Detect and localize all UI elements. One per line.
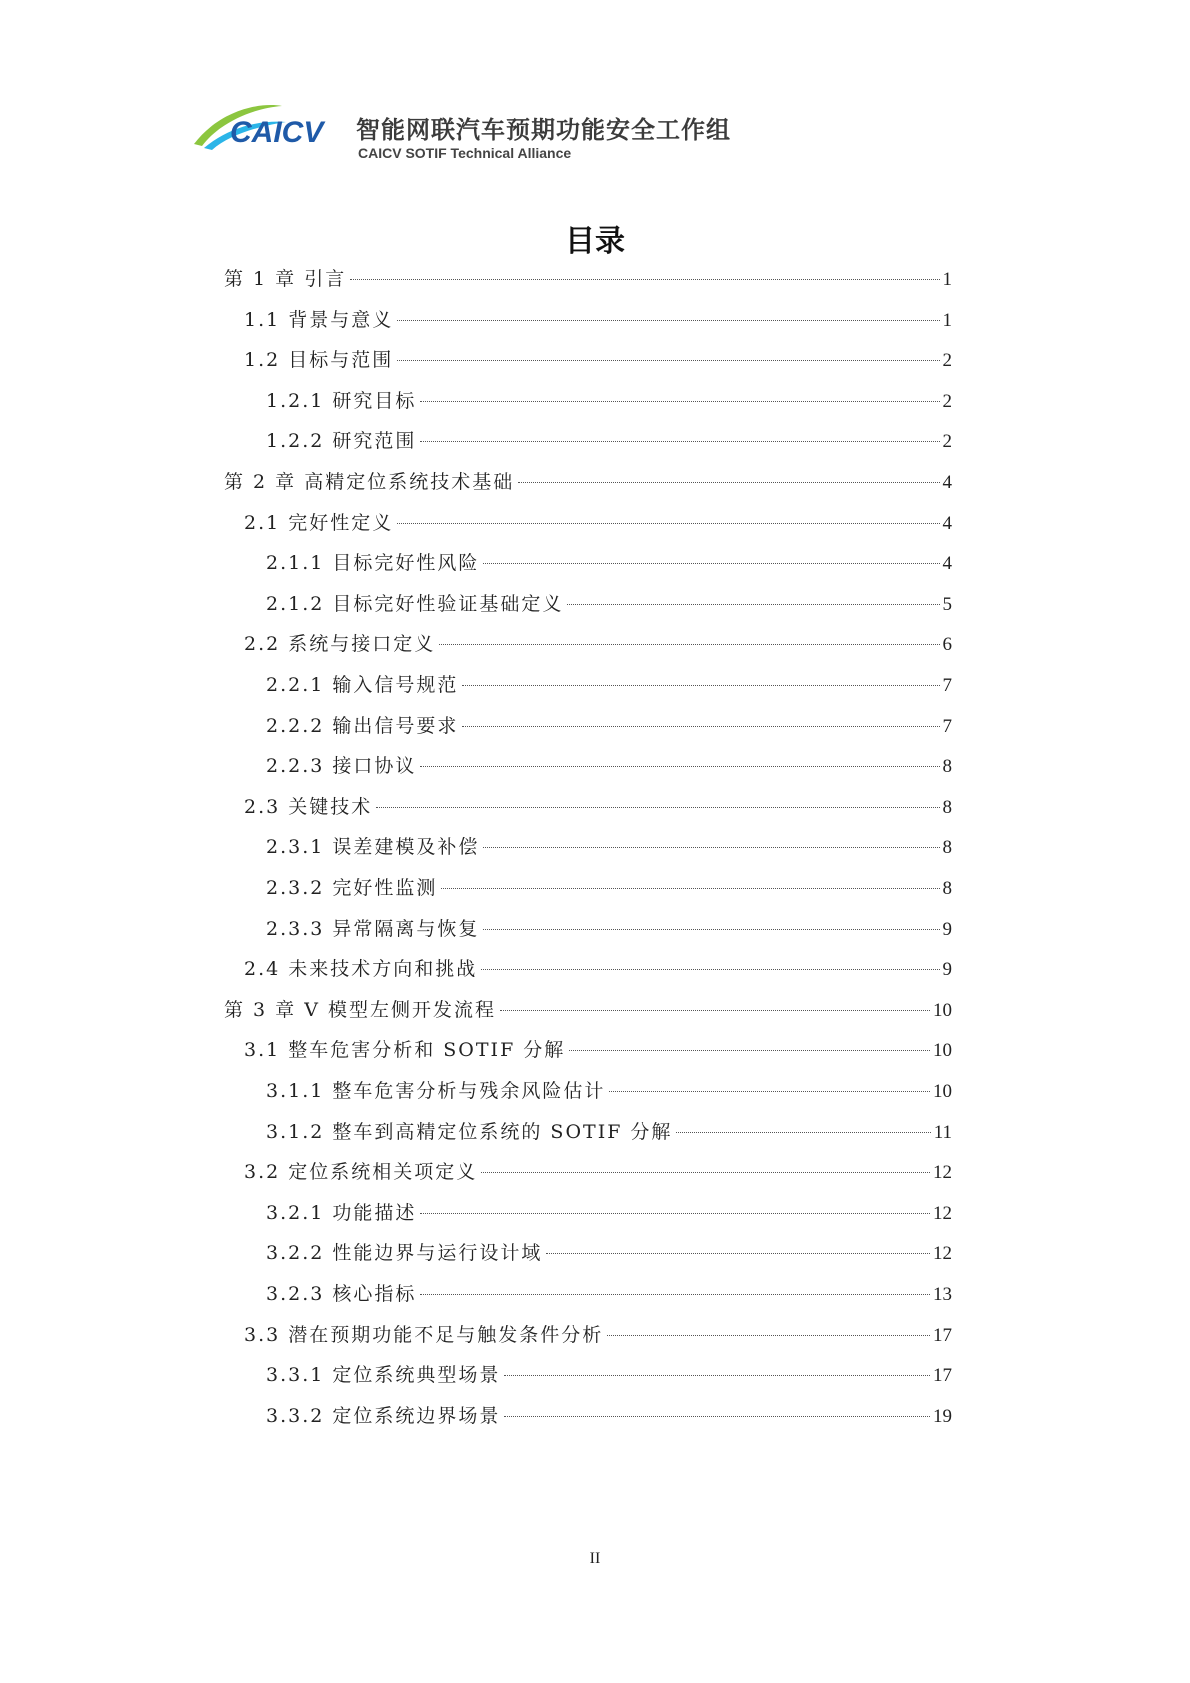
toc-entry-label: 3.1.1 整车危害分析与残余风险估计 [266,1080,606,1102]
toc-dot-leader [518,482,939,483]
toc-entry[interactable] [266,386,952,420]
toc-entry-label: 3.2.1 功能描述 [266,1201,417,1224]
toc-entry-label: 1.2 目标与范围 [244,349,394,372]
toc-entry[interactable] [266,1279,952,1313]
toc-entry-page: 12 [933,1162,952,1184]
toc-entry-label: 2.1.2 目标完好性验证基础定义 [266,592,564,615]
toc-title: 目录 [565,224,625,259]
toc-entry-label: 3.1.2 整车到高精定位系统的 SOTIF 分解 [266,1120,673,1143]
toc-entry-page: 8 [942,837,952,859]
toc-entry-label: 1.1 背景与意义 [244,308,394,331]
toc-entry-page: 4 [942,512,952,534]
toc-dot-leader [420,1213,930,1214]
toc-entry-page: 4 [942,472,952,493]
toc-entry-page: 10 [933,1040,952,1062]
toc-entry-label: 3.1 整车危害分析和 SOTIF 分解 [244,1039,566,1062]
org-name-cn: 智能网联汽车预期功能安全工作组 [356,116,731,144]
toc-entry[interactable] [266,711,952,745]
toc-dot-leader [420,401,939,402]
toc-entry-page: 1 [942,269,952,290]
toc-entry[interactable] [244,1035,952,1069]
toc-entry-page: 8 [942,756,952,778]
toc-entry-page: 9 [942,918,952,940]
toc-entry-label: 2.3.1 误差建模及补偿 [266,836,480,859]
toc-entry[interactable] [266,670,952,704]
toc-dot-leader [420,1294,930,1295]
toc-entry-page: 9 [942,959,952,981]
toc-entry[interactable] [244,345,952,379]
toc-entry-page: 2 [942,431,952,453]
document-header [190,100,750,170]
toc-entry[interactable] [266,548,952,582]
toc-entry-page: 1 [942,309,952,331]
toc-entry[interactable] [266,1238,952,1272]
toc-entry-page: 19 [933,1405,952,1427]
toc-entry[interactable] [266,1401,952,1435]
toc-dot-leader [483,929,939,930]
toc-entry[interactable] [266,873,952,907]
toc-dot-leader [546,1253,930,1254]
toc-entry[interactable] [244,1320,952,1354]
toc-entry-page: 2 [942,390,952,412]
toc-entry[interactable] [224,995,952,1029]
toc-entry[interactable] [266,589,952,623]
toc-entry-label: 3.3.2 定位系统边界场景 [266,1404,501,1427]
toc-entry-label: 2.3.3 异常隔离与恢复 [266,917,480,940]
toc-entry[interactable] [266,1198,952,1232]
toc-dot-leader [569,1050,930,1051]
caicv-logo [190,100,350,160]
toc-entry-label: 1.2.2 研究范围 [266,430,417,453]
toc-dot-leader [462,685,939,686]
toc-dot-leader [420,766,939,767]
toc-dot-leader [462,726,939,727]
toc-entry-page: 8 [942,878,952,899]
toc-dot-leader [676,1132,930,1133]
toc-entry-label: 2.2 系统与接口定义 [244,633,436,656]
toc-entry[interactable] [266,1076,952,1110]
toc-dot-leader [504,1375,930,1376]
toc-entry-label: 3.3.1 定位系统典型场景 [266,1364,501,1387]
logo-text: CAICV [230,116,324,149]
toc-entry[interactable] [266,1117,952,1151]
toc-dot-leader [504,1416,930,1417]
toc-entry-page: 7 [942,715,952,737]
toc-entry-page: 17 [933,1324,952,1346]
toc-entry[interactable] [244,629,952,663]
toc-dot-leader [350,279,939,280]
toc-entry-label: 2.3.2 完好性监测 [266,877,438,899]
toc-entry-page: 10 [933,1081,952,1102]
toc-entry[interactable] [266,914,952,948]
toc-entry-page: 17 [933,1365,952,1387]
toc-entry-page: 13 [933,1284,952,1305]
toc-entry-page: 4 [942,553,952,575]
toc-entry-label: 2.1 完好性定义 [244,511,394,534]
page-number: II [589,1550,601,1567]
toc-entry-page: 7 [942,675,952,696]
toc-entry-label: 2.1.1 目标完好性风险 [266,552,480,575]
toc-dot-leader [420,441,939,442]
toc-entry-label: 3.2.2 性能边界与运行设计域 [266,1242,543,1265]
toc-dot-leader [397,360,939,361]
toc-dot-leader [483,847,939,848]
toc-entry-label: 第 3 章 V 模型左侧开发流程 [224,998,496,1021]
toc-entry-label: 1.2.1 研究目标 [266,389,417,412]
toc-entry-label: 第 2 章 高精定位系统技术基础 [224,471,515,493]
toc-entry-page: 2 [942,350,952,372]
toc-entry-page: 6 [942,634,952,656]
toc-entry-page: 8 [942,796,952,818]
toc-dot-leader [607,1335,930,1336]
toc-entry[interactable] [266,1360,952,1394]
toc-entry-page: 12 [933,1202,952,1224]
toc-entry-label: 2.2.1 输入信号规范 [266,674,459,696]
toc-entry[interactable] [244,954,952,988]
toc-entry-label: 3.3 潜在预期功能不足与触发条件分析 [244,1323,604,1346]
toc-entry-label: 2.3 关键技术 [244,795,373,818]
toc-dot-leader [441,888,939,889]
toc-entry-page: 11 [933,1121,952,1143]
toc-entry-label: 2.2.3 接口协议 [266,755,417,778]
toc-entry-label: 3.2.3 核心指标 [266,1283,417,1305]
toc-entry[interactable] [266,751,952,785]
toc-entry[interactable] [224,467,952,501]
toc-entry[interactable] [244,305,952,339]
toc-entry-label: 3.2 定位系统相关项定义 [244,1161,478,1184]
toc-entry[interactable] [266,832,952,866]
toc-entry[interactable] [224,264,952,298]
toc-dot-leader [439,644,939,645]
toc-dot-leader [567,604,939,605]
toc-entry-label: 2.2.2 输出信号要求 [266,714,459,737]
toc-entry-page: 5 [942,593,952,615]
toc-dot-leader [397,320,939,321]
toc-entry[interactable] [244,508,952,542]
toc-entry[interactable] [244,1157,952,1191]
toc-dot-leader [376,807,939,808]
toc-dot-leader [609,1091,930,1092]
toc-entry[interactable] [266,426,952,460]
toc-entry-page: 12 [933,1243,952,1265]
toc-entry-label: 第 1 章 引言 [224,268,347,290]
toc-dot-leader [500,1010,930,1011]
toc-dot-leader [481,969,939,970]
toc-entry-page: 10 [933,999,952,1021]
toc-entry[interactable] [244,792,952,826]
org-name-en: CAICV SOTIF Technical Alliance [358,145,572,161]
toc-dot-leader [397,523,939,524]
toc-entry-label: 2.4 未来技术方向和挑战 [244,958,478,981]
toc-dot-leader [481,1172,930,1173]
toc-dot-leader [483,563,939,564]
